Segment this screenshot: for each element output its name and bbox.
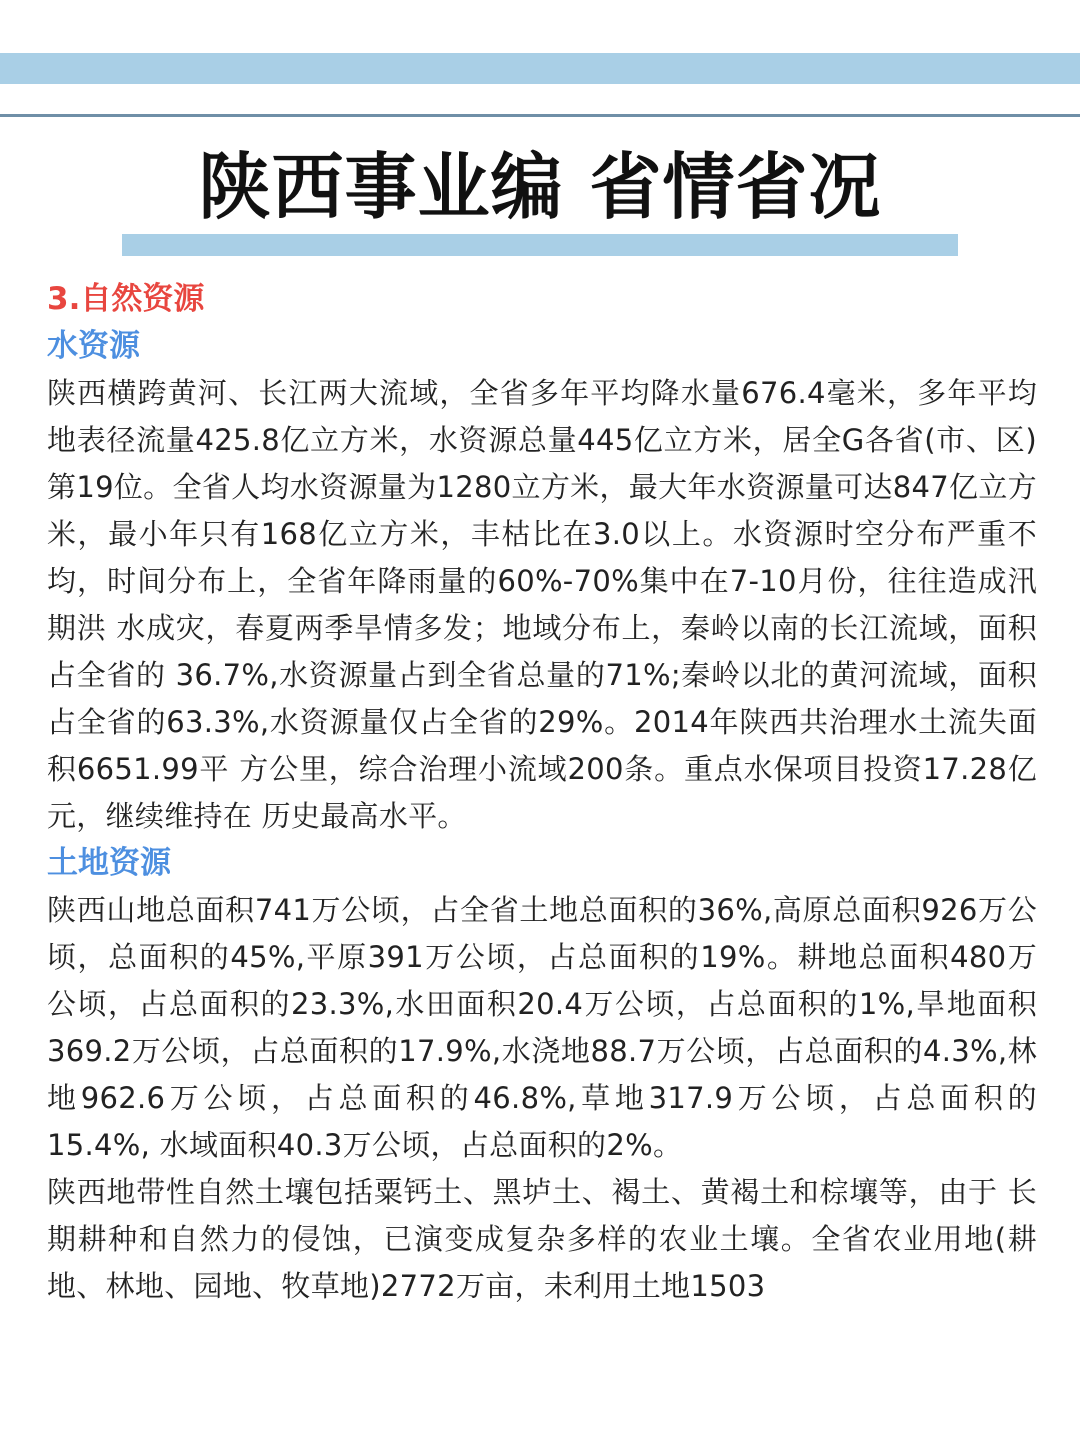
water-resources-paragraph: 陕西横跨黄河、长江两大流域，全省多年平均降水量676.4毫米，多年平均地表径流量425.8亿立方米，水资源总量445亿立方米，居全G各省(市、区) 第19位。全省人均水资源量为1280立方米，最大年水资源量可达847亿立方米，最小年只有168亿立方米，丰枯比在3.0以上。水资源时空分布严重不均，时间分布上，全省年降雨量的60%-70%集中在7-10月份，往往造成汛期洪 水成灾，春夏两季旱情多发；地域分布上，秦岭以南的长江流域，面积占全省的 36.7%,水资源量占到全省总量的71%;秦岭以北的黄河流域，面积占全省的63.3%,水资源量仅占全省的29%。2014年陕西共治理水土流失面积6651.99平 方公里，综合治理小流域200条。重点水保项目投资17.28亿元，继续维持在 历史最高水平。 [47,376,1037,833]
top-divider-line [0,114,1080,117]
section-heading: 3.自然资源 [47,281,205,317]
land-resources-heading: 土地资源 [47,845,171,881]
land-resources-paragraph-2: 陕西地带性自然土壤包括粟钙土、黑垆土、褐土、黄褐土和棕壤等，由于 长期耕种和自然力的侵蚀，已演变成复杂多样的农业土壤。全省农业用地(耕 地、林地、园地、牧草地)2772万亩，未利用土地1503 [47,1175,1037,1303]
title-underline-bar [122,234,958,256]
water-resources-heading: 水资源 [47,328,140,364]
page-title: 陕西事业编 省情省况 [198,145,882,229]
article-body [47,276,1037,1310]
top-decorative-band [0,53,1080,84]
land-resources-paragraph-1: 陕西山地总面积741万公顷，占全省土地总面积的36%,高原总面积926万公顷，总面积的45%,平原391万公顷，占总面积的19%。耕地总面积480万 公顷，占总面积的23.3%,水田面积20.4万公顷，占总面积的1%,旱地面积369.2万公顷，占总面积的17.9%,水浇地88.7万公顷，占总面积的4.3%,林 地962.6万公顷，占总面积的46.8%,草地317.9万公顷，占总面积的15.4%, 水域面积40.3万公顷，占总面积的2%。 [47,893,1037,1162]
